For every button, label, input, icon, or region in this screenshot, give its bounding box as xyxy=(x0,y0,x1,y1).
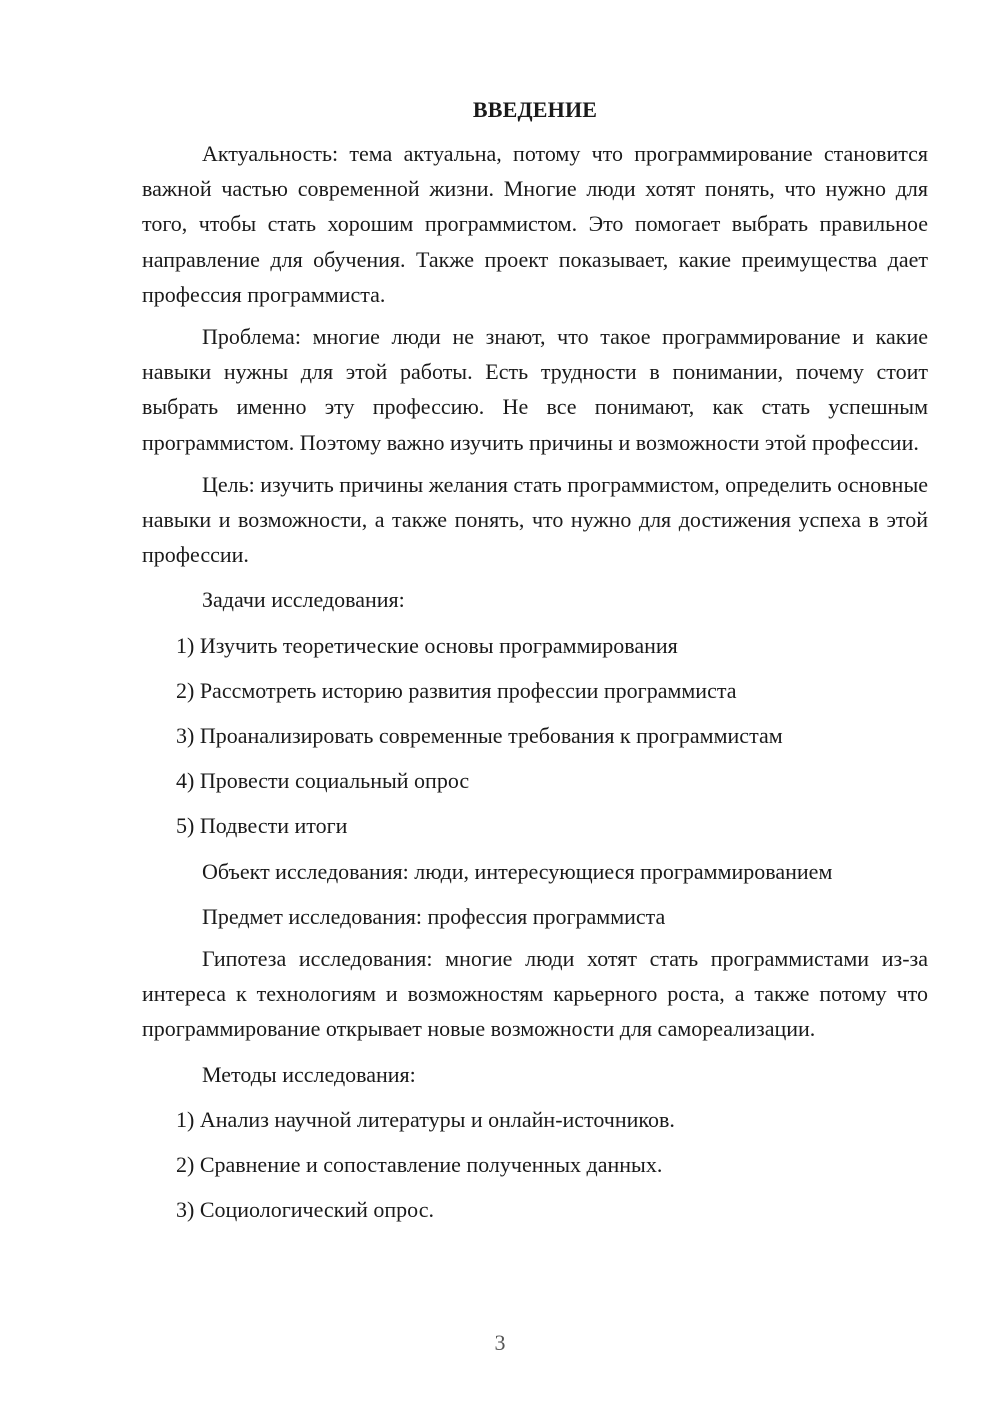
methods-list xyxy=(142,1102,928,1228)
page-heading: ВВЕДЕНИЕ xyxy=(472,97,598,122)
list-item: 5) Подвести итоги xyxy=(176,813,348,839)
problem-paragraph: Проблема: многие люди не знают, что такое программирование и какие навыки нужны для этой работы. Есть трудности в понимании, почему стоит выбрать именно эту профессию. Не все понимают, как стать успешным программистом. Поэтому важно изучить причины и возможности этой профессии. xyxy=(142,324,928,455)
object-line: Объект исследования: люди, интересующиеся программированием xyxy=(202,858,833,884)
goal-paragraph: Цель: изучить причины желания стать программистом, определить основные навыки и возможности, а также понять, что нужно для достижения успеха в этой профессии. xyxy=(142,471,928,568)
list-item: 3) Проанализировать современные требования к программистам xyxy=(176,723,783,749)
list-item: 2) Сравнение и сопоставление полученных данных. xyxy=(176,1152,663,1178)
list-item: 2) Рассмотреть историю развития профессии программиста xyxy=(176,677,737,703)
hypothesis-paragraph: Гипотеза исследования: многие люди хотят стать программистами из-за интереса к технологиям и возможностям карьерного роста, а также потому что программирование открывает новые возможности для самореализации. xyxy=(142,946,928,1042)
subject-line: Предмет исследования: профессия программиста xyxy=(202,903,666,929)
list-item: 1) Изучить теоретические основы программирования xyxy=(176,632,678,658)
list-item: 3) Социологический опрос. xyxy=(176,1197,434,1223)
page-number: 3 xyxy=(494,1330,506,1355)
tasks-list xyxy=(142,628,928,844)
list-item: 4) Провести социальный опрос xyxy=(176,768,470,794)
methods-title: Методы исследования: xyxy=(202,1061,416,1087)
tasks-title: Задачи исследования: xyxy=(202,587,405,613)
document-page xyxy=(142,90,928,1227)
list-item: 1) Анализ научной литературы и онлайн-источников. xyxy=(176,1106,675,1132)
relevance-paragraph: Актуальность: тема актуальна, потому что программирование становится важной частью современной жизни. Многие люди хотят понять, что нужно для того, чтобы стать хорошим программистом. Это помогает выбрать правильное направление для обучения. Также проект показывает, какие преимущества дает профессия программиста. xyxy=(142,141,928,307)
